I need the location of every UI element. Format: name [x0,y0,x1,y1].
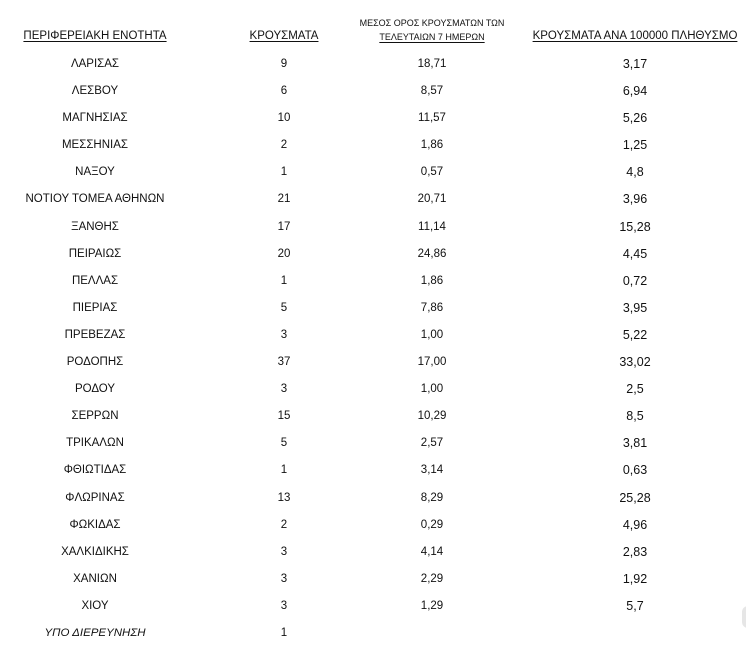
column-header-region: ΠΕΡΙΦΕΡΕΙΑΚΗ ΕΝΟΤΗΤΑ [23,30,167,42]
table-row [0,488,746,515]
cell-seven-day-average: 17,00 [417,356,447,369]
cell-seven-day-average: 11,57 [418,112,446,125]
table-row [0,217,746,244]
table-row [0,460,746,487]
cell-cases-per-100000: 4,96 [622,517,648,532]
table-row [0,135,746,162]
cases-table-body [0,54,746,650]
cell-cases: 1 [280,626,288,639]
table-row [0,596,746,623]
cell-region: ΣΕΡΡΩΝ [71,410,119,423]
cell-region: ΠΕΙΡΑΙΩΣ [68,247,122,260]
cell-cases-per-100000: 3,95 [622,300,648,315]
cell-region: ΡΟΔΟΥ [74,383,116,396]
column-header-seven-day-average [348,16,516,44]
cell-seven-day-average: 1,29 [420,599,444,612]
cell-region: ΦΩΚΙΔΑΣ [69,518,121,531]
cell-seven-day-average: 20,71 [417,193,447,206]
table-row [0,352,746,379]
cell-cases-per-100000: 5,26 [622,111,648,126]
cell-cases-per-100000: 1,25 [622,138,648,153]
cell-seven-day-average: 7,86 [420,301,444,314]
cell-region: ΞΑΝΘΗΣ [71,220,119,233]
cell-cases: 37 [277,356,291,369]
cell-cases: 6 [280,85,288,98]
cell-cases-per-100000: 2,83 [622,544,648,559]
cell-seven-day-average: 2,57 [420,437,444,450]
cell-cases: 10 [277,112,291,125]
cell-cases-per-100000: 8,5 [626,409,644,424]
cell-cases-per-100000: 6,94 [622,84,648,99]
table-row [0,325,746,352]
table-row [0,515,746,542]
cell-cases: 1 [280,274,288,287]
cell-region: ΜΑΓΝΗΣΙΑΣ [62,112,128,125]
cell-cases-per-100000: 4,45 [622,246,648,261]
table-row [0,569,746,596]
cell-cases: 3 [280,383,288,396]
cell-cases-per-100000: 15,28 [619,219,651,234]
cell-cases-per-100000: 4,8 [626,165,644,180]
cell-region: ΧΙΟΥ [81,599,109,612]
table-row [0,433,746,460]
cell-cases-per-100000: 3,81 [622,436,648,451]
cell-cases-per-100000: 5,22 [622,327,648,342]
cell-seven-day-average: 10,29 [417,410,447,423]
cell-seven-day-average: 1,00 [420,383,444,396]
cell-cases: 2 [280,518,288,531]
cell-region: ΛΕΣΒΟΥ [71,85,119,98]
cell-cases: 2 [280,139,288,152]
cell-cases: 5 [280,437,288,450]
cell-cases: 13 [277,491,291,504]
cell-seven-day-average: 8,29 [420,491,444,504]
cell-seven-day-average: 1,86 [420,139,444,152]
cell-seven-day-average: 2,29 [420,572,444,585]
cell-cases-per-100000: 33,02 [619,355,651,370]
cell-cases: 1 [280,166,288,179]
cell-seven-day-average: 18,71 [417,58,447,70]
cell-cases: 5 [280,301,288,314]
cell-region: ΤΡΙΚΑΛΩΝ [66,437,124,450]
cell-region: ΧΑΝΙΩΝ [73,572,117,585]
cell-cases-per-100000: 5,7 [626,598,644,613]
cell-cases: 3 [280,572,288,585]
cell-cases-per-100000: 0,63 [622,463,648,478]
cell-cases-per-100000: 25,28 [619,490,651,505]
table-row [0,162,746,189]
cell-region: ΠΙΕΡΙΑΣ [72,301,118,314]
cell-cases-per-100000: 1,92 [622,571,648,586]
cell-region: ΦΛΩΡΙΝΑΣ [65,491,125,504]
cell-cases: 3 [280,545,288,558]
table-header [0,0,746,48]
table-row [0,542,746,569]
cell-cases: 21 [277,193,291,206]
column-header-cases: ΚΡΟΥΣΜΑΤΑ [249,30,319,42]
cell-region: ΜΕΣΣΗΝΙΑΣ [61,139,129,152]
table-row [0,298,746,325]
cell-seven-day-average: 0,57 [420,166,444,179]
cell-cases-per-100000: 2,5 [626,382,644,397]
cell-cases: 17 [277,220,291,233]
column-header-seven-day-average-line2: ΤΕΛΕΥΤΑΙΩΝ 7 ΗΜΕΡΩΝ [379,32,485,42]
cell-cases: 3 [280,328,288,341]
cell-cases: 15 [277,410,291,423]
cell-region: ΝΑΞΟΥ [75,166,115,179]
cell-cases: 3 [280,599,288,612]
cell-region: ΛΑΡΙΣΑΣ [70,58,120,70]
cell-cases: 9 [280,58,288,70]
table-row [0,406,746,433]
cell-region: ΝΟΤΙΟΥ ΤΟΜΕΑ ΑΘΗΝΩΝ [25,193,165,206]
cell-cases-per-100000: 3,96 [622,192,648,207]
cell-region: ΡΟΔΟΠΗΣ [66,356,124,369]
table-row [0,379,746,406]
cell-region: ΦΘΙΩΤΙΔΑΣ [63,464,127,477]
cell-cases-per-100000: 3,17 [622,57,648,71]
table-row [0,271,746,298]
table-row [0,189,746,216]
cell-region: ΥΠΟ ΔΙΕΡΕΥΝΗΣΗ [44,626,146,639]
cell-seven-day-average: 4,14 [420,545,444,558]
cell-cases: 1 [280,464,288,477]
scroll-edge-indicator[interactable] [742,606,746,628]
cell-region: ΠΕΛΛΑΣ [71,274,119,287]
cell-seven-day-average: 0,29 [420,518,444,531]
cell-region: ΠΡΕΒΕΖΑΣ [64,328,126,341]
cell-cases: 20 [277,247,291,260]
table-row [0,81,746,108]
cell-cases-per-100000: 0,72 [622,273,648,288]
cell-seven-day-average: 1,00 [420,328,444,341]
cell-seven-day-average: 11,14 [418,220,446,233]
table-row [0,54,746,81]
cell-seven-day-average: 1,86 [420,274,444,287]
table-row [0,244,746,271]
table-row [0,108,746,135]
column-header-cases-per-100000: ΚΡΟΥΣΜΑΤΑ ΑΝΑ 100000 ΠΛΗΘΥΣΜΟ [532,30,738,42]
cell-seven-day-average: 8,57 [420,85,444,98]
cell-region: ΧΑΛΚΙΔΙΚΗΣ [61,545,129,558]
cell-seven-day-average: 3,14 [420,464,444,477]
cell-seven-day-average: 24,86 [417,247,447,260]
column-header-seven-day-average-line1: ΜΕΣΟΣ ΟΡΟΣ ΚΡΟΥΣΜΑΤΩΝ ΤΩΝ [359,18,505,28]
